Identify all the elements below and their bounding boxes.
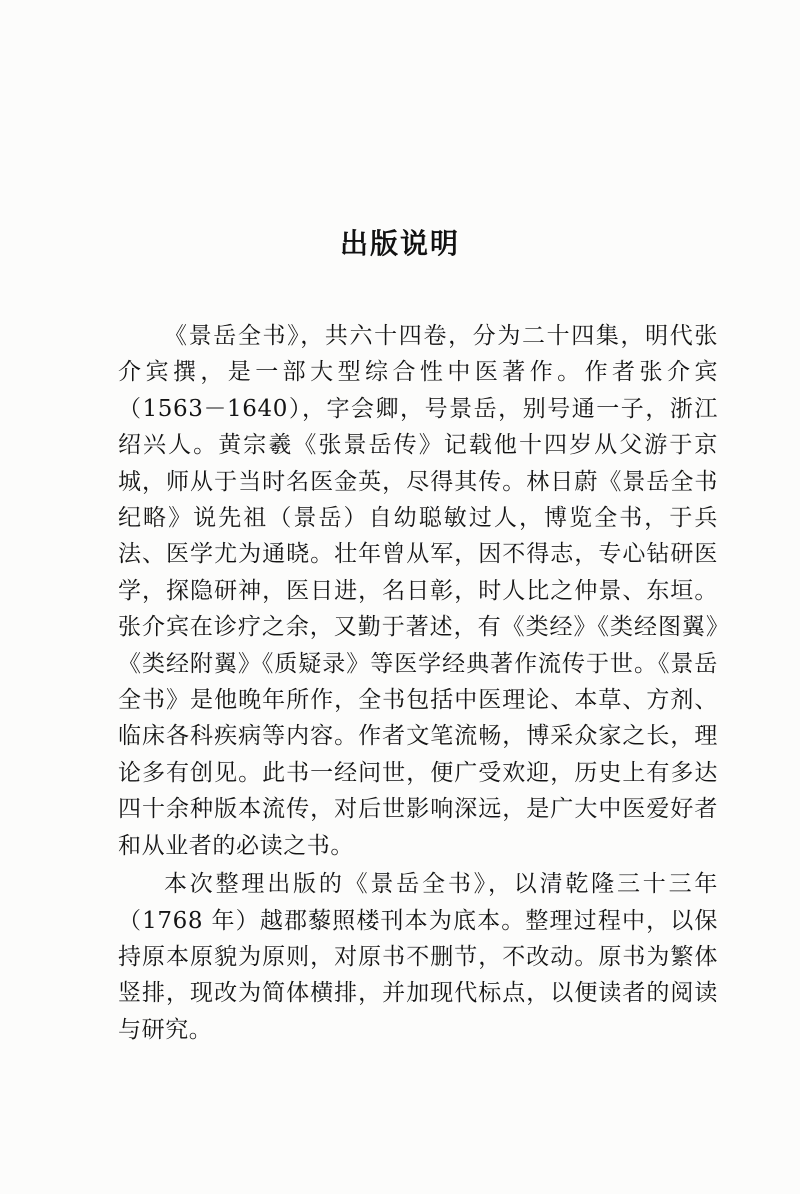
body-text xyxy=(118,318,718,1048)
paragraph-1: 《景岳全书》，共六十四卷，分为二十四集，明代张介宾撰，是一部大型综合性中医著作。作者张介宾（1563－1640），字会卿，号景岳，别号通一子，浙江绍兴人。黄宗羲《张景岳传》记载他十四岁从父游于京城，师从于当时名医金英，尽得其传。林日蔚《景岳全书纪略》说先祖（景岳）自幼聪敏过人，博览全书，于兵法、医学尤为通晓。壮年曾从军，因不得志，专心钻研医学，探隐研神，医日进，名日彰，时人比之仲景、东垣。张介宾在诊疗之余，又勤于著述，有《类经》《类经图翼》《类经附翼》《质疑录》等医学经典著作流传于世。《景岳全书》是他晚年所作，全书包括中医理论、本草、方剂、临床各科疾病等内容。作者文笔流畅，博采众家之长，理论多有创见。此书一经问世，便广受欢迎，历史上有多达四十余种版本流传，对后世影响深远，是广大中医爱好者和从业者的必读之书。 xyxy=(118,323,718,859)
paragraph-2: 本次整理出版的《景岳全书》，以清乾隆三十三年（1768 年）越郡藜照楼刊本为底本。整理过程中，以保持原本原貌为原则，对原书不删节，不改动。原书为繁体竖排，现改为简体横排，并加现代标点，以便读者的阅读与研究。 xyxy=(118,871,718,1043)
page-title: 出版说明 xyxy=(339,227,460,260)
